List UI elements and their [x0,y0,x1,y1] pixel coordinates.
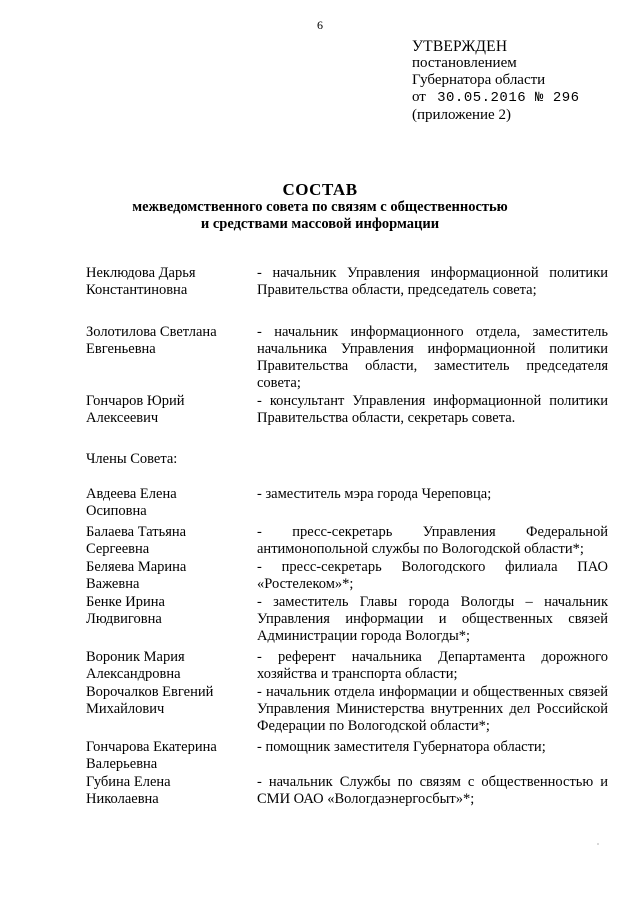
member-name: Ворочалков Евгений Михайлович [86,684,214,717]
member-role: - консультант Управления информационной политики Правительства области, секретарь совета. [257,393,608,426]
document-title [0,180,640,233]
member-role: - референт начальника Департамента дорожного хозяйства и транспорта области; [257,649,608,682]
member-entry [86,559,608,594]
member-role: - помощник заместителя Губернатора области; [257,739,546,755]
member-name: Вороник Мария Александровна [86,649,185,682]
council-composition [86,265,608,814]
page-number: 6 [317,18,323,32]
member-role: - пресс-секретарь Вологодского филиала ПАО «Ростелеком»*; [257,559,608,592]
member-entry [86,774,608,814]
member-entry [86,594,608,649]
members-heading: Члены Совета: [86,451,178,467]
member-role: - начальник Службы по связям с общественностью и СМИ ОАО «Вологдаэнергосбыт»*; [257,774,608,807]
member-name: Авдеева Елена Осиповна [86,486,177,519]
approval-appendix: (приложение 2) [412,107,511,123]
member-name: Золотилова Светлана Евгеньевна [86,324,217,357]
title-line-3: и средствами массовой информации [200,216,440,232]
leader-entry [86,265,608,324]
member-name: Балаева Татьяна Сергеевна [86,524,187,557]
approval-from-label: от [412,89,426,105]
title-heading: СОСТАВ [282,180,358,199]
member-name: Гончарова Екатерина Валерьевна [86,739,217,772]
scan-speck [597,843,599,845]
approval-date-row [412,89,632,107]
member-role: - заместитель мэра города Череповца; [257,486,492,502]
member-entry [86,739,608,774]
member-entry [86,486,608,524]
member-name: Беляева Марина Важевна [86,559,187,592]
approval-line-governor: Губернатора области [412,72,546,88]
member-name: Губина Елена Николаевна [86,774,171,807]
member-entry [86,684,608,739]
member-role: - начальник отдела информации и общественных связей Управления Министерства внутренних дел Российской Федерации по Вологодской области*; [257,684,608,734]
approval-stamp [412,38,632,124]
approval-line-approved: УТВЕРЖДЕН [412,38,508,55]
member-entry [86,524,608,559]
member-name: Неклюдова Дарья Константиновна [86,265,196,298]
member-name: Бенке Ирина Людвиговна [86,594,165,627]
leader-entry [86,324,608,393]
member-entry [86,649,608,684]
leader-entry [86,393,608,431]
approval-line-decree: постановлением [412,55,517,71]
member-role: - начальник Управления информационной политики Правительства области, председатель совета; [257,265,608,298]
member-role: - заместитель Главы города Вологды – начальник Управления информации и общественных связей Администрации города Вологды*; [257,594,608,644]
member-role: - пресс-секретарь Управления Федеральной антимонопольной службы по Вологодской области*; [257,524,608,557]
member-name: Гончаров Юрий Алексеевич [86,393,185,426]
approval-date-number: 30.05.2016 № 296 [437,90,580,106]
member-role: - начальник информационного отдела, заместитель начальника Управления информационной политики Правительства области, заместитель председателя совета; [257,324,608,391]
title-line-2: межведомственного совета по связям с общественностью [132,199,508,215]
